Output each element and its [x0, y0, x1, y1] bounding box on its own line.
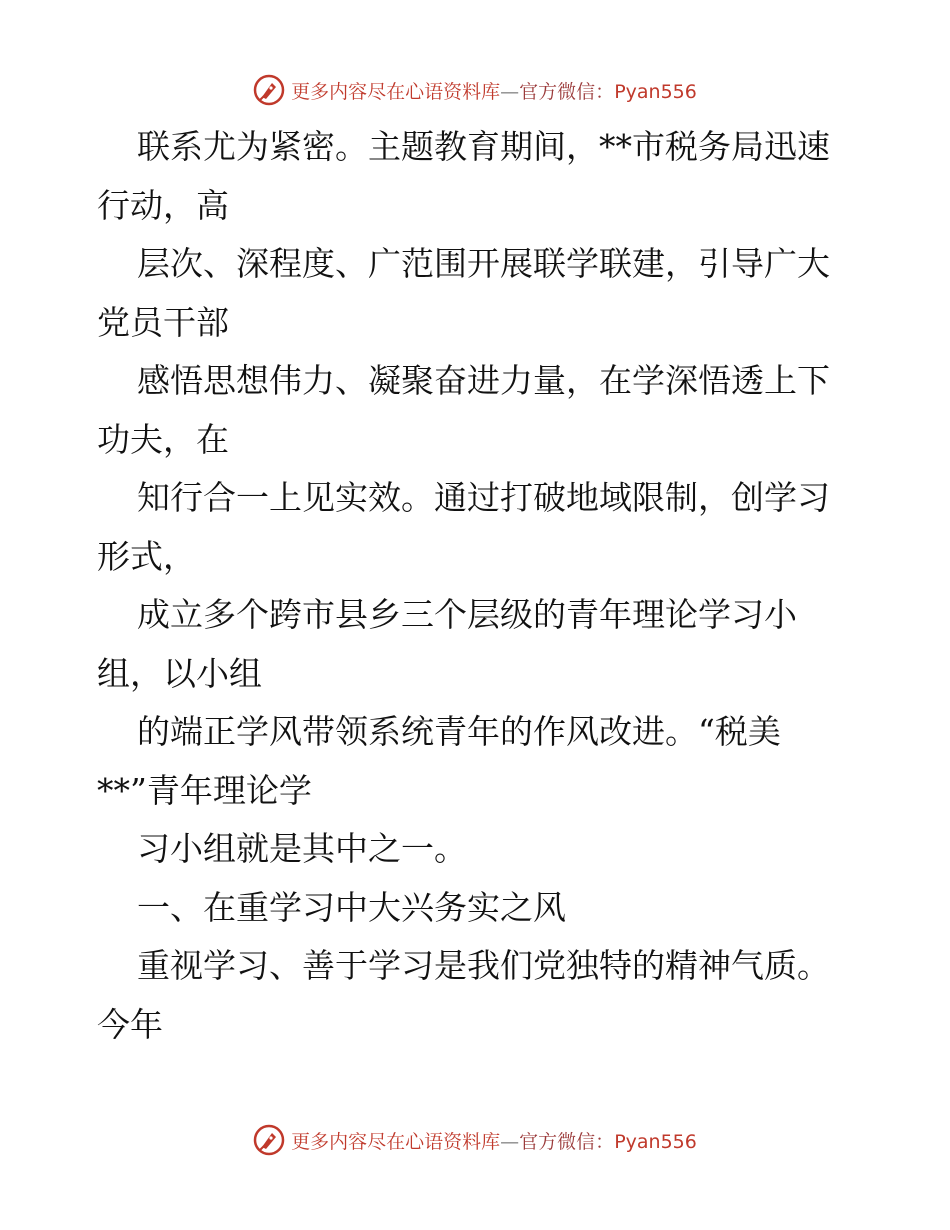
paragraph-line: 重视学习、善于学习是我们党独特的精神气质。	[137, 946, 830, 985]
paragraph-line: 感悟思想伟力、凝聚奋进力量，在学深悟透上下	[137, 361, 830, 400]
paragraph-line: 党员干部	[97, 302, 229, 342]
paragraph-line: 联系尤为紧密。主题教育期间，**市税务局迅速	[137, 127, 830, 166]
header-watermark	[0, 70, 950, 110]
paragraph-line: 知行合一上见实效。通过打破地域限制，创学习	[137, 478, 830, 517]
watermark-dash: —	[500, 80, 520, 103]
document-body	[97, 118, 857, 1054]
paragraph-line: 层次、深程度、广范围开展联学联建，引导广大	[137, 244, 830, 283]
paragraph-line: 形式，	[97, 536, 196, 576]
watermark-wechat-id: Pyan556	[614, 1130, 697, 1153]
paragraph-line: 成立多个跨市县乡三个层级的青年理论学习小	[137, 595, 797, 634]
watermark-text	[291, 1127, 697, 1154]
watermark-dash: —	[500, 1130, 520, 1153]
watermark-wechat-id: Pyan556	[614, 80, 697, 103]
paragraph-line: 组，以小组	[97, 653, 262, 693]
section-heading: 一、在重学习中大兴务实之风	[137, 887, 566, 927]
paragraph-line: **”青年理论学	[97, 770, 312, 810]
paragraph-line: 今年	[97, 1004, 163, 1044]
paragraph-line: 习小组就是其中之一。	[137, 829, 467, 868]
pen-nib-logo-icon	[253, 74, 285, 106]
paragraph-line: 行动，高	[97, 185, 229, 225]
watermark-wechat-label: 官方微信：	[519, 80, 615, 103]
paragraph-line: 的端正学风带领系统青年的作风改进。“税美	[137, 712, 781, 751]
watermark-text	[291, 77, 697, 104]
watermark-wechat-label: 官方微信：	[519, 1130, 615, 1153]
paragraph-line: 功夫，在	[97, 419, 229, 459]
footer-watermark	[0, 1120, 950, 1160]
watermark-brand: 更多内容尽在心语资料库	[291, 80, 501, 103]
watermark-brand: 更多内容尽在心语资料库	[291, 1130, 501, 1153]
pen-nib-logo-icon	[253, 1124, 285, 1156]
